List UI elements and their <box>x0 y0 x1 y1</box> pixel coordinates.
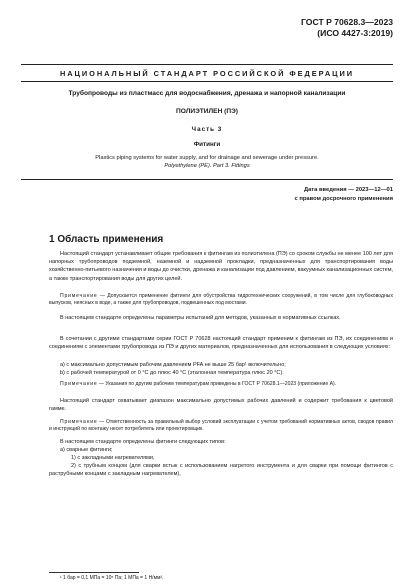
document-subtitle: ПОЛИЭТИЛЕН (ПЭ) <box>176 108 238 115</box>
gost-number: ГОСТ Р 70628.3—2023 <box>301 17 393 27</box>
footnote: ¹ 1 бар = 0,1 МПа = 10⁵ Па; 1 МПа = 1 Н/мм². <box>60 575 164 581</box>
iso-number: (ИСО 4427-3:2019) <box>317 27 393 38</box>
note-2-text: — Указания по другим рабочим температурам приведены в ГОСТ Р 70628.1—2023 (приложение А). <box>97 381 337 387</box>
early-application-note: с правом досрочного применения <box>294 196 393 202</box>
english-title-line1: Plastics piping systems for water supply, and for drainage and sewerage under pressure. <box>95 155 319 161</box>
introduction-date-block <box>295 186 393 204</box>
note-2 <box>49 381 393 388</box>
fitting-type-a2: 2) с трубным концом (для сварки встык с использованием нагретого инструмента и для сварки при помощи фитингов с раструбными концами с закладным нагревателем), <box>49 463 393 478</box>
document-number <box>301 17 393 38</box>
note-2-label: Примечание <box>60 381 98 387</box>
scope-paragraph-1: Настоящий стандарт устанавливает общие требования к фитингам из полиэтилена (ПЭ) со сроком службы не менее 100 лет для напорных трубопроводов подземной, наземной и надземной прокладки, предназначенных для транспортирования воды хозяйственно-питьевого назначения и воды до очистки, дренажа и канализации под давлением, вакуумных канализационных систем, а также транспортирования воды для других целей. <box>49 251 393 282</box>
note-3-text: — Ответственность за правильный выбор условий эксплуатации с учетом требований нормативных актов, сводов правил и инструкций по монтажу несет потребитель или проектировщик. <box>49 419 393 433</box>
document-part-title: Фитинги <box>193 141 221 148</box>
english-title-line2: Polyethylene (PE). Part 3. Fittings <box>164 163 250 169</box>
fitting-type-a1: 1) с закладными нагревателями, <box>71 455 155 461</box>
scope-paragraph-5: В настоящем стандарте определены фитинги следующих типов: <box>60 439 226 445</box>
introduction-date: Дата введения — 2023—12—01 <box>303 187 393 193</box>
top-rule <box>21 64 393 65</box>
document-title: Трубопроводы из пластмасс для водоснабжения, дренажа и напорной канализации <box>68 90 346 97</box>
english-title <box>0 154 414 170</box>
note-1-label: Примечание <box>60 293 98 299</box>
standard-heading: НАЦИОНАЛЬНЫЙ СТАНДАРТ РОССИЙСКОЙ ФЕДЕРАЦИИ <box>59 69 355 78</box>
note-1 <box>49 293 393 308</box>
section-heading: 1 Область применения <box>49 234 164 245</box>
note-3 <box>49 419 393 434</box>
note-1-text: — Допускается применение фитинги для обустройства гидротехнических сооружений, в том числе для глубоководных выпусков, неясных в воде, а также для трубопроводов, подвешенных под мостами. <box>49 293 393 307</box>
title-rule <box>21 179 393 180</box>
footnote-rule <box>49 572 139 573</box>
document-part: Часть 3 <box>191 126 223 133</box>
condition-item-a: а) с максимально допустимым рабочим давлением PFA не выше 25 бар¹ включительно; <box>60 362 286 368</box>
scope-paragraph-4: Настоящий стандарт охватывает диапазон максимально допустимых рабочих давлений и содержит требования к цветовой гамме. <box>49 398 393 413</box>
scope-paragraph-3: В сочетании с другими стандартами серии ГОСТ Р 70628 настоящий стандарт применим к фитингам из ПЭ, их соединениям и соединениям с элементами трубопровода из ПЭ и других материалов, предназначенных для использования в следующих условиях: <box>49 336 393 351</box>
heading-rule <box>21 81 393 82</box>
fitting-type-a: а) сварные фитинги; <box>60 447 113 453</box>
condition-item-b: b) с рабочей температурой от 0 °C до плюс 40 °C (эталонная температура плюс 20 °C). <box>60 370 284 376</box>
note-3-label: Примечание <box>60 419 98 425</box>
scope-paragraph-2: В настоящем стандарте определены параметры испытаний для методов, указанных в нормативных ссылках. <box>60 315 341 321</box>
